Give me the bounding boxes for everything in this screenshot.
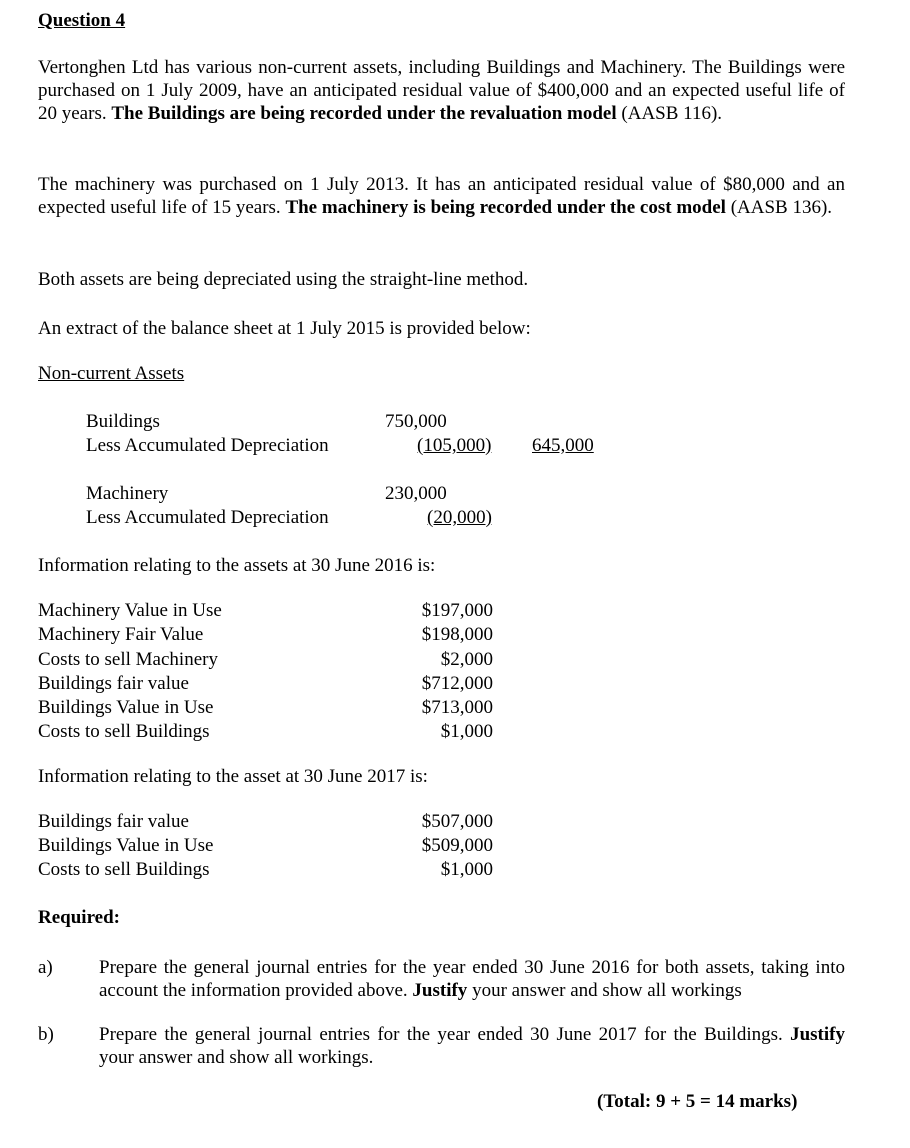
machinery-acc-label: Less Accumulated Depreciation	[86, 507, 329, 528]
info-2016-value: $713,000	[421, 697, 493, 718]
info-2016-label: Buildings fair value	[38, 673, 189, 694]
info-2016-label: Buildings Value in Use	[38, 697, 214, 718]
info-2016-label: Machinery Value in Use	[38, 600, 222, 621]
required-a-end: your answer and show all workings	[467, 980, 742, 1001]
info-2017-label: Buildings Value in Use	[38, 835, 214, 856]
question-title: Question 4	[38, 10, 126, 31]
intro-paragraph-2	[38, 173, 845, 219]
required-heading: Required:	[38, 907, 120, 928]
required-a-letter: a)	[38, 957, 53, 978]
intro-p2-text: The machinery was purchased on 1 July 2013. It has an anticipated residual value of $80,000 and an expected useful life of 15 years.	[38, 174, 845, 218]
required-b-text	[99, 1023, 845, 1069]
info-2016-value: $198,000	[421, 624, 493, 645]
intro-p2-bold: The machinery is being recorded under the cost model	[285, 197, 726, 218]
total-marks: (Total: 9 + 5 = 14 marks)	[597, 1091, 798, 1112]
balance-sheet-heading: Non-current Assets	[38, 363, 185, 384]
intro-p2-end: (AASB 136).	[725, 197, 833, 218]
info-2017-value: $507,000	[421, 811, 493, 832]
machinery-cost: 230,000	[385, 483, 447, 504]
info-2017-label: Buildings fair value	[38, 811, 189, 832]
intro-paragraph-3: Both assets are being depreciated using the straight-line method.	[38, 269, 529, 290]
required-b-end: your answer and show all workings.	[99, 1047, 374, 1068]
info-2017-value: $509,000	[421, 835, 493, 856]
info-2016-label: Machinery Fair Value	[38, 624, 204, 645]
intro-p1-text: Vertonghen Ltd has various non-current assets, including Buildings and Machinery. The Buildings were purchased on 1 July 2009, have an anticipated residual value of $400,000 and an expected useful life of 20 years.	[38, 57, 845, 124]
required-a-text	[99, 956, 845, 1002]
info-2016-label: Costs to sell Buildings	[38, 721, 210, 742]
info-2016-heading: Information relating to the assets at 30 June 2016 is:	[38, 555, 436, 576]
intro-p1-end: (AASB 116).	[616, 103, 723, 124]
info-2017-label: Costs to sell Buildings	[38, 859, 210, 880]
buildings-acc-value: (105,000)	[417, 435, 492, 456]
info-2016-value: $1,000	[440, 721, 493, 742]
info-2016-value: $197,000	[421, 600, 493, 621]
required-b-letter: b)	[38, 1024, 54, 1045]
buildings-label: Buildings	[86, 411, 160, 432]
info-2016-value: $2,000	[440, 649, 493, 670]
machinery-acc-value: (20,000)	[427, 507, 492, 528]
buildings-cost: 750,000	[385, 411, 447, 432]
buildings-net-value: 645,000	[532, 435, 594, 456]
intro-paragraph-4: An extract of the balance sheet at 1 July 2015 is provided below:	[38, 318, 531, 339]
info-2016-value: $712,000	[421, 673, 493, 694]
buildings-acc-label: Less Accumulated Depreciation	[86, 435, 329, 456]
info-2016-label: Costs to sell Machinery	[38, 649, 218, 670]
info-2017-value: $1,000	[440, 859, 493, 880]
intro-p1-bold: The Buildings are being recorded under the revaluation model	[111, 103, 617, 124]
required-b-bold: Justify	[790, 1024, 845, 1045]
info-2017-heading: Information relating to the asset at 30 June 2017 is:	[38, 766, 428, 787]
required-b-body: Prepare the general journal entries for the year ended 30 June 2017 for the Buildings.	[99, 1024, 791, 1045]
required-a-body: Prepare the general journal entries for the year ended 30 June 2016 for both assets, taking into account the information provided above.	[99, 957, 845, 1001]
intro-paragraph-1	[38, 56, 845, 125]
machinery-label: Machinery	[86, 483, 169, 504]
required-a-bold: Justify	[412, 980, 468, 1001]
